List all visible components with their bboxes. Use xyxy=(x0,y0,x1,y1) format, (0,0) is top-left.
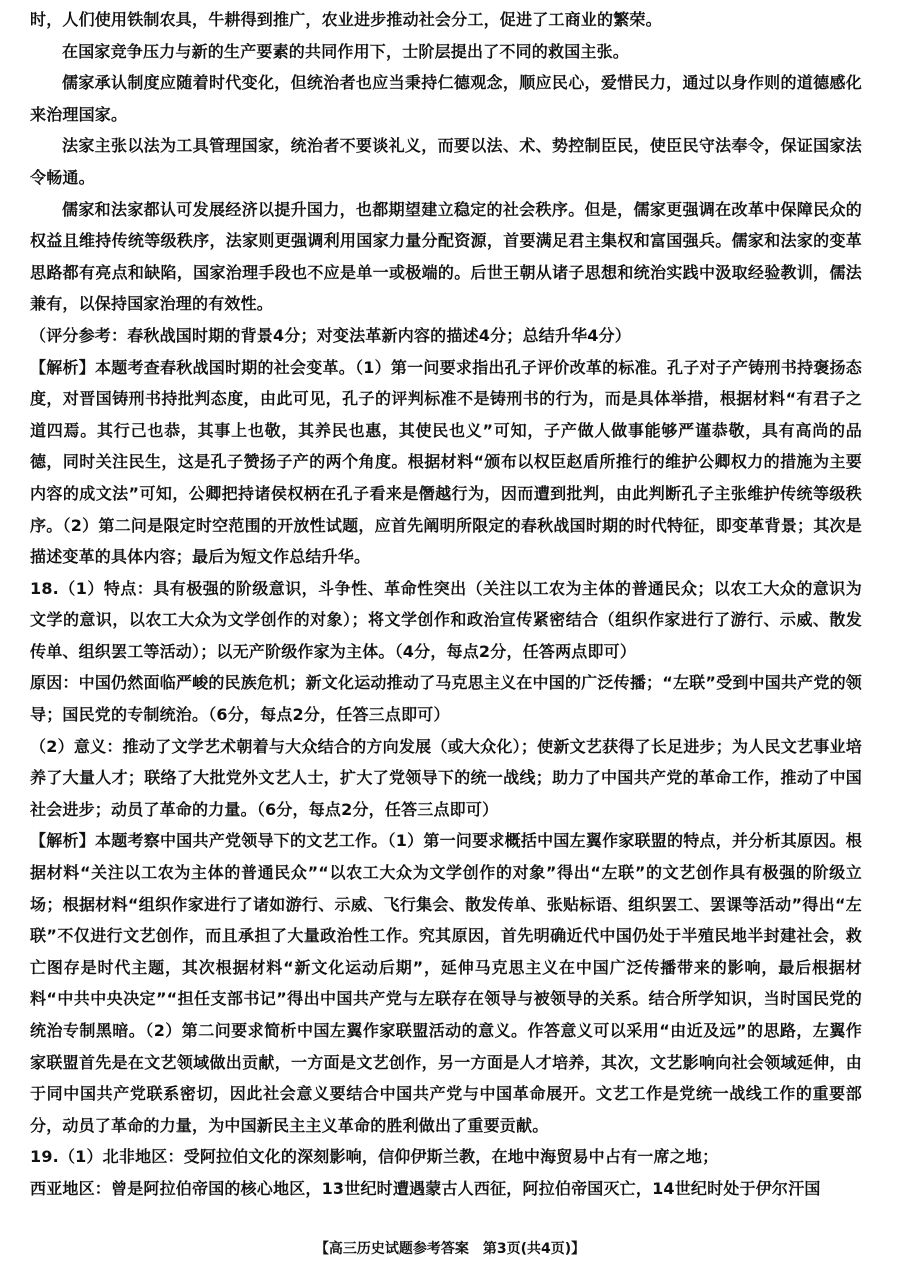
answer-18-2: （2）意义：推动了文学艺术朝着与大众结合的方向发展（或大众化）；使新文艺获得了长足进步；为人民文艺事业培养了大量人才；联络了大批党外文艺人士，扩大了党领导下的统一战线；助力了中国共产党的革命工作，推动了中国社会进步；动员了革命的力量。（6分，每点2分，任答三点即可） xyxy=(30,736,862,819)
paragraph-confucian: 儒家承认制度应随着时代变化，但统治者也应当秉持仁德观念，顺应民心，爱惜民力，通过以身作则的道德感化来治理国家。 xyxy=(30,73,862,124)
paragraph-legalist: 法家主张以法为工具管理国家，统治者不要谈礼义，而要以法、术、势控制臣民，使臣民守法奉令，保证国家法令畅通。 xyxy=(30,136,862,187)
answer-19-north-africa: 19.（1）北非地区：受阿拉伯文化的深刻影响，信仰伊斯兰教，在地中海贸易中占有一席之地； xyxy=(30,1147,719,1167)
answer-18-reason: 原因：中国仍然面临严峻的民族危机；新文化运动推动了马克思主义在中国的广泛传播；“左联”受到中国共产党的领导；国民党的专制统治。（6分，每点2分，任答三点即可） xyxy=(30,673,862,725)
paragraph-comparison: 儒家和法家都认可发展经济以提升国力，也都期望建立稳定的社会秩序。但是，儒家更强调在改革中保障民众的权益且维持传统等级秩序，法家则更强调利用国家力量分配资源，首要满足君主集权和富国强兵。儒家和法家的变革思路都有亮点和缺陷，国家治理手段也不应是单一或极端的。后世王朝从诸子思想和统治实践中汲取经验教训，儒法兼有，以保持国家治理的有效性。 xyxy=(30,199,862,314)
paragraph-continuation: 时，人们使用铁制农具，牛耕得到推广，农业进步推动社会分工，促进了工商业的繁荣。 xyxy=(30,10,662,29)
page-footer: 【高三历史试题参考答案 第3页(共4页)】 xyxy=(314,1241,586,1257)
analysis-18: 【解析】本题考察中国共产党领导下的文艺工作。（1）第一问要求概括中国左翼作家联盟的特点，并分析其原因。根据材料“关注以工农为主体的普通民众”“以农工大众为文学创作的对象”得出“左联”的文艺创作具有极强的阶级立场；根据材料“组织作家进行了诸如游行、示威、飞行集会、散发传单、张贴标语、组织罢工、罢课等活动”得出“左联”不仅进行文艺创作，而且承担了大量政治性工作。究其原因，首先明确近代中国仍处于半殖民地半封建社会，救亡图存是时代主题，其次根据材料“新文化运动后期”，延伸马克思主义在中国广泛传播带来的影响，最后根据材料“中共中央决定”“担任支部书记”得出中国共产党与左联存在领导与被领导的关系。结合所学知识，当时国民党的统治专制黑暗。（2）第二问要求简析中国左翼作家联盟活动的意义。作答意义可以采用“由近及远”的思路，左翼作家联盟首先是在文艺领域做出贡献，一方面是文艺创作，另一方面是人才培养，其次，文艺影响向社会领域延伸，由于同中国共产党联系密切，因此社会意义要结合中国共产党与中国革命展开。文艺工作是党统一战线工作的重要部分，动员了革命的力量，为中国新民主主义革命的胜利做出了重要贡献。 xyxy=(30,831,862,1135)
answer-18-1: 18.（1）特点：具有极强的阶级意识，斗争性、革命性突出（关注以工农为主体的普通民众；以农工大众的意识为文学的意识，以农工大众为文学创作的对象）；将文学创作和政治宣传紧密结合（组织作家进行了游行、示威、散发传单、组织罢工等活动）；以无产阶级作家为主体。（4分，每点2分，任答两点即可） xyxy=(30,578,862,661)
analysis-17: 【解析】本题考查春秋战国时期的社会变革。（1）第一问要求指出孔子评价改革的标准。孔子对子产铸刑书持褒扬态度，对晋国铸刑书持批判态度，由此可见，孔子的评判标准不是铸刑书的行为，而是具体举措，根据材料“有君子之道四焉。其行己也恭，其事上也敬，其养民也惠，其使民也义”可知，子产做人做事能够严谨恭敬，具有高尚的品德，同时关注民生，这是孔子赞扬子产的两个角度。根据材料“颁布以权臣赵盾所推行的维护公卿权力的措施为主要内容的成文法”可知，公卿把持诸侯权柄在孔子看来是僭越行为，因而遭到批判，由此判断孔子主张维护传统等级秩序。（2）第二问是限定时空范围的开放性试题，应首先阐明所限定的春秋战国时期的时代特征，即变革背景；其次是描述变革的具体内容；最后为短文作总结升华。 xyxy=(30,357,862,567)
scoring-reference: （评分参考：春秋战国时期的背景4分；对变法革新内容的描述4分；总结升华4分） xyxy=(30,325,631,345)
paragraph-shi-class: 在国家竞争压力与新的生产要素的共同作用下，士阶层提出了不同的救国主张。 xyxy=(62,41,630,61)
answer-19-west-asia: 西亚地区：曾是阿拉伯帝国的核心地区，13世纪时遭遇蒙古人西征，阿拉伯帝国灭亡，14世纪时处于伊尔汗国 xyxy=(30,1178,821,1198)
